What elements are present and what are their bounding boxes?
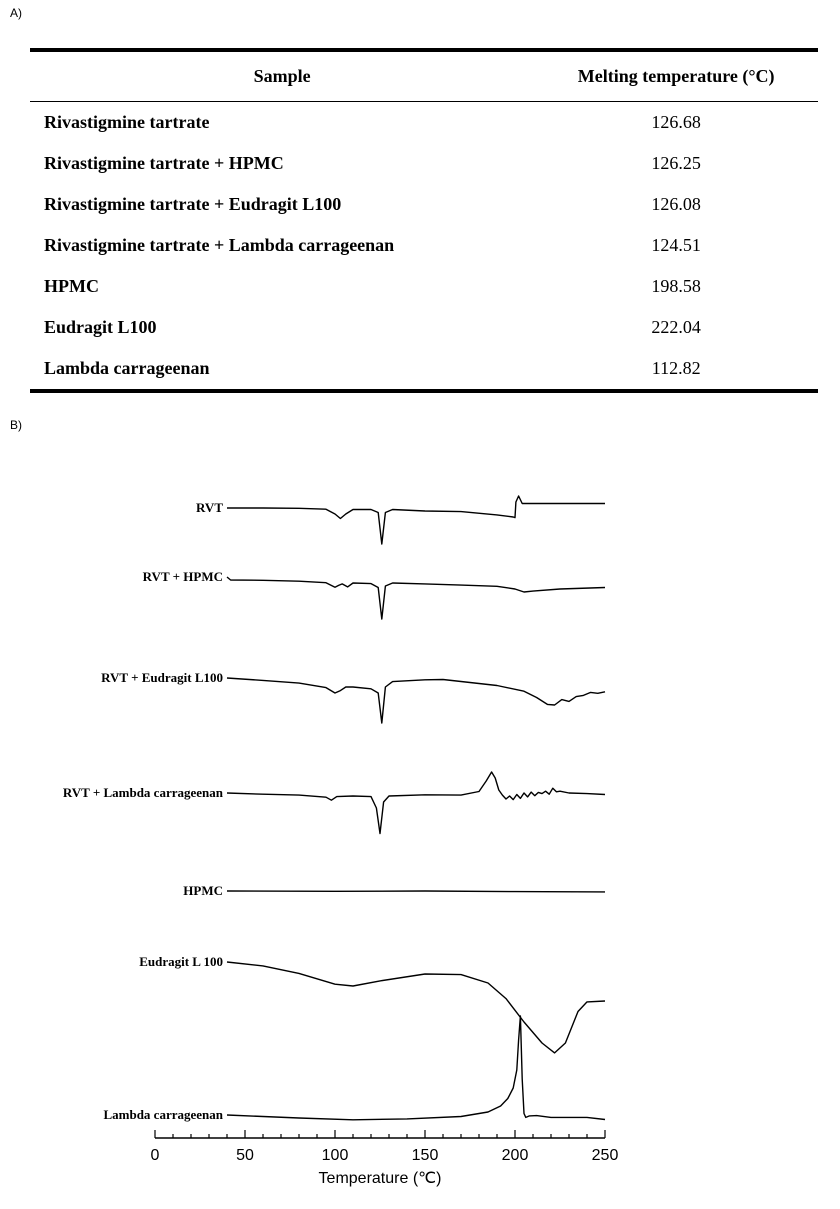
cell-melting-temperature: 112.82 bbox=[651, 358, 701, 378]
cell-melting-temperature: 126.68 bbox=[651, 112, 701, 132]
cell-sample: Rivastigmine tartrate bbox=[44, 112, 210, 132]
series-line-2 bbox=[227, 678, 605, 723]
x-tick-label: 50 bbox=[236, 1147, 254, 1164]
table-row bbox=[30, 225, 818, 266]
series-label-6: Lambda carrageenan bbox=[103, 1107, 223, 1122]
table-row bbox=[30, 184, 818, 225]
panel-label-a: A) bbox=[10, 6, 22, 20]
header-sample: Sample bbox=[253, 66, 311, 86]
x-tick-label: 200 bbox=[501, 1147, 529, 1164]
cell-sample: HPMC bbox=[44, 276, 99, 296]
series-label-1: RVT + HPMC bbox=[142, 569, 223, 584]
series-line-6 bbox=[227, 1016, 605, 1120]
x-tick-label: 150 bbox=[411, 1147, 439, 1164]
cell-melting-temperature: 124.51 bbox=[651, 235, 701, 255]
cell-sample: Rivastigmine tartrate + HPMC bbox=[44, 153, 284, 173]
series-label-0: RVT bbox=[196, 500, 223, 515]
table-row bbox=[30, 348, 818, 391]
table-row bbox=[30, 143, 818, 184]
series-label-4: HPMC bbox=[183, 883, 223, 898]
cell-sample: Eudragit L100 bbox=[44, 317, 157, 337]
series-line-3 bbox=[227, 772, 605, 834]
table-row bbox=[30, 307, 818, 348]
series-label-3: RVT + Lambda carrageenan bbox=[62, 785, 223, 800]
table-row bbox=[30, 266, 818, 307]
x-tick-label: 100 bbox=[321, 1147, 349, 1164]
series-line-5 bbox=[227, 962, 605, 1053]
series-line-4 bbox=[227, 891, 605, 892]
series-label-2: RVT + Eudragit L100 bbox=[101, 670, 223, 685]
cell-melting-temperature: 198.58 bbox=[651, 276, 701, 296]
cell-sample: Rivastigmine tartrate + Lambda carrageenan bbox=[44, 235, 395, 255]
series-label-5: Eudragit L 100 bbox=[139, 954, 223, 969]
panel-label-b: B) bbox=[10, 418, 22, 432]
x-tick-label: 250 bbox=[591, 1147, 619, 1164]
table-row bbox=[30, 102, 818, 144]
series-line-0 bbox=[227, 496, 605, 544]
x-axis-title: Temperature (℃) bbox=[318, 1170, 442, 1187]
cell-sample: Lambda carrageenan bbox=[44, 358, 210, 378]
cell-melting-temperature: 126.08 bbox=[651, 194, 701, 214]
table-header-row bbox=[30, 50, 818, 102]
cell-melting-temperature: 222.04 bbox=[651, 317, 701, 337]
cell-melting-temperature: 126.25 bbox=[651, 153, 701, 173]
dsc-thermogram-chart bbox=[0, 440, 840, 1200]
series-line-1 bbox=[227, 577, 605, 619]
header-melting-temperature: Melting temperature (°C) bbox=[577, 66, 775, 86]
cell-sample: Rivastigmine tartrate + Eudragit L100 bbox=[44, 194, 342, 214]
melting-temperature-table bbox=[30, 48, 818, 393]
x-tick-label: 0 bbox=[150, 1147, 160, 1164]
